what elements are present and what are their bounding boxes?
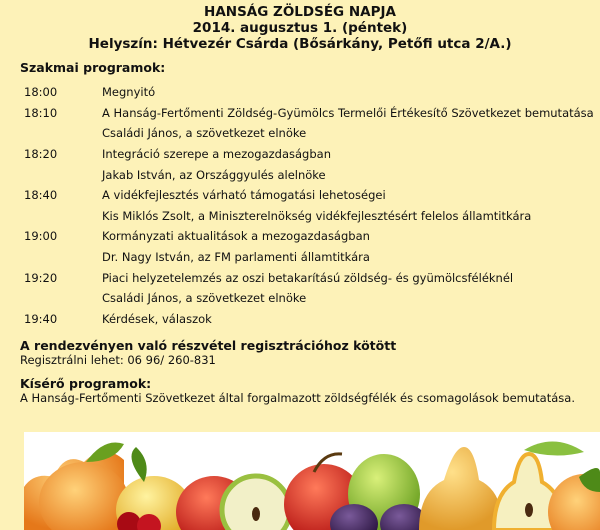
program-row <box>24 267 594 288</box>
fruit-illustration <box>24 432 600 530</box>
program-time: 19:20 <box>24 270 58 285</box>
program-row <box>24 288 594 309</box>
program-time: 18:00 <box>24 85 58 100</box>
program-time: 18:40 <box>24 188 58 203</box>
program-text: Családi János, a szövetkezet elnöke <box>102 126 307 141</box>
program-row <box>24 309 594 330</box>
pear-shape <box>419 447 502 530</box>
event-date: 2014. augusztus 1. (péntek) <box>192 20 408 36</box>
program-text: A Hanság-Fertőmenti Zöldség-Gyümölcs Termelői Értékesítő Szövetkezet bemutatása <box>102 105 594 120</box>
program-row <box>24 123 594 144</box>
leaf-shape <box>132 447 147 482</box>
seed-shape <box>525 503 533 517</box>
program-row <box>24 103 594 124</box>
side-program-title: Kísérő programok: <box>20 376 152 391</box>
program-row <box>24 164 594 185</box>
event-header <box>0 0 600 52</box>
registration-title: A rendezvényen való részvétel regisztrációhoz kötött <box>20 338 397 353</box>
side-program-text: A Hanság-Fertőmenti Szövetkezet által forgalmazott zöldségfélék és csomagolások bemutatása. <box>20 391 575 405</box>
program-time: 18:10 <box>24 105 58 120</box>
program-text: Dr. Nagy István, az FM parlamenti államtitkára <box>102 250 370 265</box>
program-text: Integráció szerepe a mezogazdaságban <box>102 147 331 162</box>
program-text: Kormányzati aktualitások a mezogazdaságban <box>102 229 370 244</box>
program-row <box>24 144 594 165</box>
program-row <box>24 185 594 206</box>
program-text: Megnyitó <box>102 85 156 100</box>
program-text: Piaci helyzetelemzés az oszi betakarítású zöldség- és gyümölcsféléknél <box>102 270 514 285</box>
program-time: 18:20 <box>24 147 58 162</box>
program-row <box>24 226 594 247</box>
program-text: Kérdések, válaszok <box>102 311 212 326</box>
registration-text: Regisztrálni lehet: 06 96/ 260-831 <box>20 353 216 367</box>
program-text: Családi János, a szövetkezet elnöke <box>102 291 307 306</box>
program-row <box>24 206 594 227</box>
fruit-image <box>24 432 600 530</box>
apple-half-shape <box>222 476 290 530</box>
program-text: Kis Miklós Zsolt, a Miniszterelnökség vidékfejlesztésért felelos államtitkára <box>102 208 532 223</box>
program-time: 19:40 <box>24 311 58 326</box>
program-text: Jakab István, az Országgyulés alelnöke <box>102 167 326 182</box>
program-heading: Szakmai programok: <box>20 60 166 75</box>
program-row <box>24 247 594 268</box>
program-row <box>24 82 594 103</box>
program-text: A vidékfejlesztés várható támogatási lehetoségei <box>102 188 386 203</box>
program-time: 19:00 <box>24 229 58 244</box>
event-title: HANSÁG ZÖLDSÉG NAPJA <box>204 4 396 20</box>
program-list <box>24 82 594 329</box>
seed-shape <box>252 507 260 521</box>
event-venue: Helyszín: Hétvezér Csárda (Bősárkány, Petőfi utca 2/A.) <box>88 36 512 52</box>
